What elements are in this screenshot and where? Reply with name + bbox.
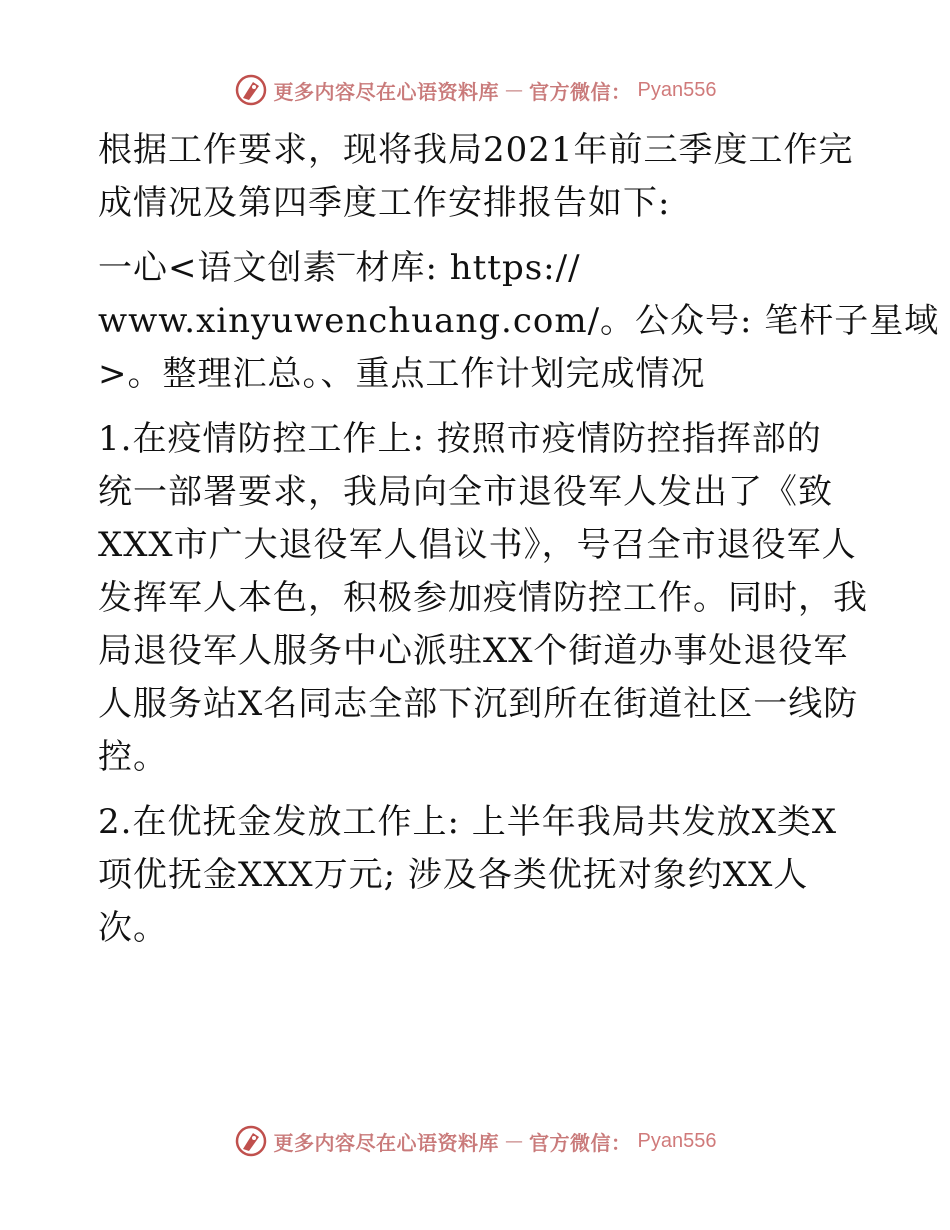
- text-line: 控。: [98, 737, 168, 777]
- text-line: XXX市广大退役军人倡议书》，号召全市退役军人: [98, 525, 857, 565]
- banner-wechat-id: Pyan556: [637, 78, 717, 101]
- text-line: >。整理汇总。、重点工作计划完成情况: [98, 354, 706, 394]
- banner-wechat-id: Pyan556: [637, 1129, 717, 1152]
- text-line: 一心<语文创素‾材库: https://: [98, 248, 581, 288]
- banner-dash: —: [505, 79, 524, 101]
- paragraph-item-1: [98, 413, 868, 784]
- paragraph-item-2: [98, 796, 858, 955]
- text-line: 统一部署要求，我局向全市退役军人发出了《致: [98, 472, 833, 512]
- banner-title: 更多内容尽在心语资料库: [273, 1130, 500, 1155]
- banner-wechat-label: 官方微信：: [529, 79, 632, 104]
- text-line: 人服务站X名同志全部下沉到所在街道社区一线防: [98, 684, 859, 724]
- text-line: 2.在优抚金发放工作上: 上半年我局共发放X类X: [98, 802, 838, 842]
- footer-watermark-banner: [0, 1121, 950, 1161]
- paragraph-source-note: [98, 242, 940, 401]
- text-line: 项优抚金XXX万元; 涉及各类优抚对象约XX人: [98, 855, 809, 895]
- pen-nib-logo-icon: [234, 1124, 268, 1158]
- header-watermark-banner: [0, 70, 950, 110]
- paragraph-intro: [98, 124, 858, 230]
- text-line: 局退役军人服务中心派驻XX个街道办事处退役军: [98, 631, 849, 671]
- text-line: 成情况及第四季度工作安排报告如下:: [98, 183, 671, 223]
- text-line: 发挥军人本色，积极参加疫情防控工作。同时，我: [98, 578, 868, 618]
- text-line: 1.在疫情防控工作上: 按照市疫情防控指挥部的: [98, 419, 822, 459]
- text-line: www.xinyuwenchuang.com/。公众号: 笔杆子星域: [98, 301, 940, 341]
- banner-title: 更多内容尽在心语资料库: [273, 79, 500, 104]
- banner-dash: —: [505, 1130, 524, 1152]
- document-body: [98, 124, 940, 967]
- text-line: 次。: [98, 908, 168, 948]
- text-line: 根据工作要求，现将我局2021年前三季度工作完: [98, 130, 854, 170]
- pen-nib-logo-icon: [234, 73, 268, 107]
- banner-wechat-label: 官方微信：: [529, 1130, 632, 1155]
